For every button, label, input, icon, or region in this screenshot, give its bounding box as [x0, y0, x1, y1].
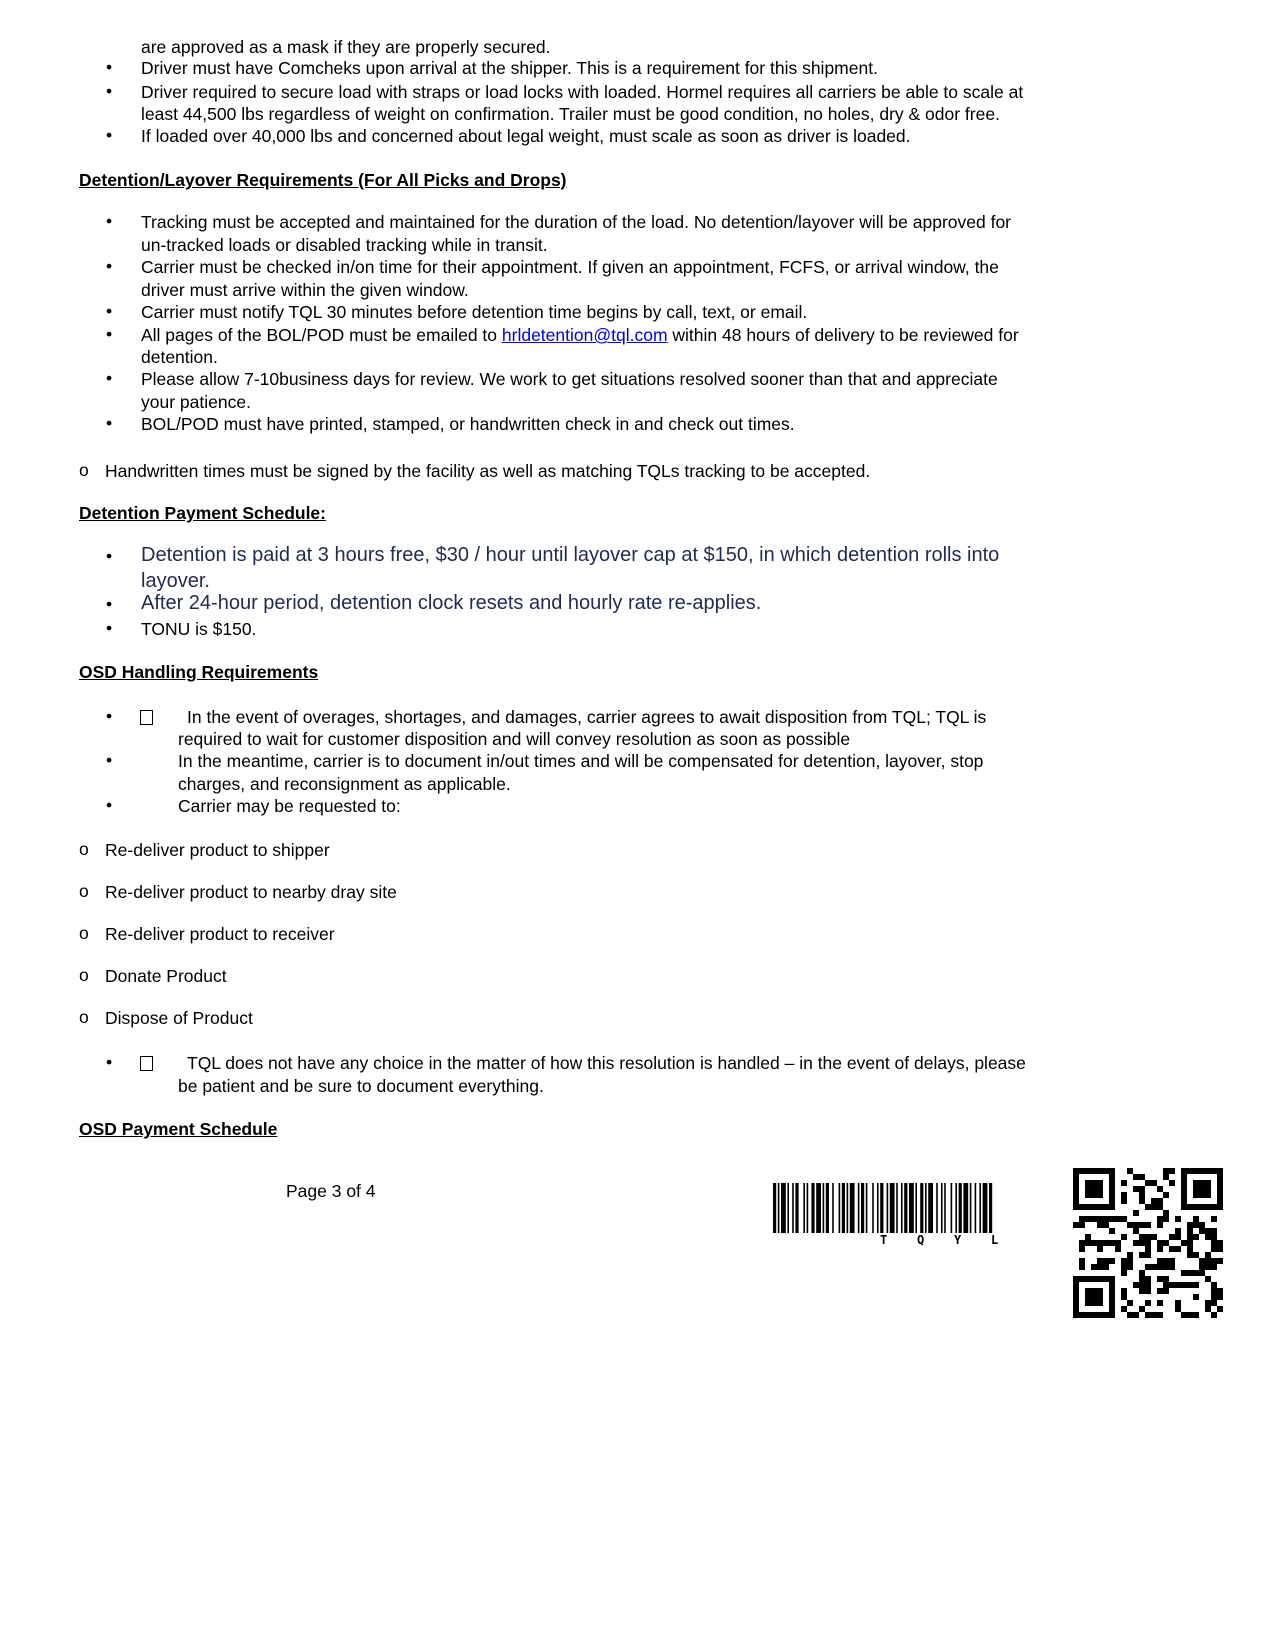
bullet: • — [106, 594, 113, 614]
bullet: • — [106, 368, 113, 388]
bullet-text: All pages of the BOL/POD must be emailed to hrldetention@tql.com within 48 hours of delivery to be reviewed for — [141, 325, 1019, 345]
bullet: • — [106, 750, 113, 770]
bullet-text: Carrier may be requested to: — [178, 796, 401, 816]
bullet-text: TQL does not have any choice in the matter of how this resolution is handled – in the event of delays, please — [187, 1053, 1026, 1073]
bullet-text: Detention is paid at 3 hours free, $30 / hour until layover cap at $150, in which detention rolls into — [141, 544, 1000, 566]
bullet-text: After 24-hour period, detention clock resets and hourly rate re-applies. — [141, 592, 762, 614]
sub-marker: o — [79, 923, 89, 943]
bullet-text: BOL/POD must have printed, stamped, or handwritten check in and check out times. — [141, 414, 795, 434]
sub-marker: o — [79, 839, 89, 859]
sub-marker: o — [79, 881, 89, 901]
payment-heading: Detention Payment Schedule: — [79, 503, 326, 523]
bullet-text: TONU is $150. — [141, 619, 257, 639]
bullet-text: Tracking must be accepted and maintained for the duration of the load. No detention/layover will be approved for — [141, 212, 1012, 232]
bullet-text-cont: your patience. — [141, 392, 251, 412]
bullet: • — [106, 81, 113, 101]
sub-marker: o — [79, 460, 89, 480]
bullet: • — [106, 324, 113, 344]
bullet: • — [106, 57, 113, 77]
checkbox-glyph-icon — [140, 1056, 153, 1071]
bullet-text: Driver must have Comcheks upon arrival at the shipper. This is a requirement for this shipment. — [141, 58, 878, 78]
sub-item-text: Handwritten times must be signed by the facility as well as matching TQLs tracking to be accepted. — [105, 461, 871, 481]
bullet-text-cont: required to wait for customer disposition and will convey resolution as soon as possible — [178, 729, 851, 749]
barcode-icon — [773, 1183, 1055, 1233]
bullet: • — [106, 1052, 113, 1072]
bullet: • — [106, 211, 113, 231]
bullet: • — [106, 413, 113, 433]
bullet-text-cont: detention. — [141, 347, 218, 367]
option-item: Dispose of Product — [105, 1008, 253, 1028]
bullet-text: Please allow 7-10business days for review. We work to get situations resolved sooner than that and appreciate — [141, 369, 998, 389]
bullet: • — [106, 795, 113, 815]
bullet: • — [106, 618, 113, 638]
bullet-text-cont: layover. — [141, 570, 210, 592]
bullet-text-cont: least 44,500 lbs regardless of weight on confirmation. Trailer must be good condition, no holes, dry & odor free. — [141, 104, 1000, 124]
bullet: • — [106, 546, 113, 566]
bullet-text: Carrier must be checked in/on time for their appointment. If given an appointment, FCFS, or arrival window, the — [141, 257, 999, 277]
detention-heading: Detention/Layover Requirements (For All Picks and Drops) — [79, 170, 567, 190]
sub-marker: o — [79, 965, 89, 985]
bullet-text-cont: charges, and reconsignment as applicable. — [178, 774, 511, 794]
qr-code-icon — [1073, 1168, 1223, 1318]
bullet-text-cont: be patient and be sure to document everything. — [178, 1076, 544, 1096]
bullet-text: In the event of overages, shortages, and damages, carrier agrees to await disposition from TQL; TQL is — [187, 707, 987, 727]
bullet: • — [106, 301, 113, 321]
option-item: Re-deliver product to receiver — [105, 924, 335, 944]
bullet-text-cont: un-tracked loads or disabled tracking while in transit. — [141, 235, 548, 255]
sub-marker: o — [79, 1007, 89, 1027]
osd-payment-heading: OSD Payment Schedule — [79, 1119, 278, 1139]
bullet: • — [106, 706, 113, 726]
bullet-text-cont: driver must arrive within the given window. — [141, 280, 469, 300]
page-number: Page 3 of 4 — [286, 1181, 376, 1201]
checkbox-glyph-icon — [140, 710, 153, 725]
continuation-line: are approved as a mask if they are properly secured. — [141, 37, 551, 57]
detention-email-link[interactable]: hrldetention@tql.com — [501, 325, 668, 345]
bullet-text: Driver required to secure load with straps or load locks with loaded. Hormel requires all carriers be able to scale at — [141, 82, 1024, 102]
bullet: • — [106, 125, 113, 145]
option-item: Re-deliver product to shipper — [105, 840, 330, 860]
option-item: Re-deliver product to nearby dray site — [105, 882, 397, 902]
document-page: are approved as a mask if they are properly secured. • Driver must have Comcheks upon arrival at the shipper. This is a requirement for this shipment. • Driver required to secure load with straps or load locks with loaded. Hormel requires all carriers be able to scale at least 44,500 lbs regardless of weight on confirmation. Trailer must be good condition, no holes, dry & odor free. • If loaded over 40,000 lbs and concerned about legal weight, must scale as soon as driver is loaded. Detention/Layover Requirements (For All Picks and Drops) • Tracking must be accepted and maintained for the duration of the load. No detention/layover will be approved for un-tracked loads or disabled tracking while in transit. • Carrier must be checked in/on time for their appointment. If given an appointment, FCFS, or arrival window, the driver must arrive within the given window. • Carrier must notify TQL 30 minutes before detention time begins by call, text, or email. • All pages of the BOL/POD must be emailed to hrldetention@tql.com within 48 hours of delivery to be reviewed for detention. • Please allow 7-10business days for review. We work to get situations resolved sooner than that and appreciate your patience. • BOL/POD must have printed, stamped, or handwritten check in and check out times. o Handwritten times must be signed by the facility as well as matching TQLs tracking to be accepted. Detention Payment Schedule: • Detention is paid at 3 hours free, $30 / hour until layover cap at $150, in which detention rolls into layover. • After 24-hour period, detention clock resets and hourly rate re-applies. • TONU is $150. OSD Handling Requirements • In the event of overages, shortages, and damages, carrier agrees to await disposition from TQL; TQL is required to wait for customer disposition and will convey resolution as soon as possible • In the meantime, carrier is to document in/out times and will be compensated for detention, layover, stop charges, and reconsignment as applicable. • Carrier may be requested to: o Re-deliver product to shipper o Re-deliver product to nearby dray site o Re-deliver product to receiver o Donate Product o Dispose of Product • TQL does not have any choice in the matter of how this resolution is handled – in the event of delays, please be patient and be sure to document everything. OSD Payment Schedule Page 3 of 4 T Q Y L — [0, 0, 1275, 1650]
bullet: • — [106, 256, 113, 276]
bullet-text: Carrier must notify TQL 30 minutes before detention time begins by call, text, or email. — [141, 302, 808, 322]
option-item: Donate Product — [105, 966, 227, 986]
osd-heading: OSD Handling Requirements — [79, 662, 319, 682]
bullet-text: In the meantime, carrier is to document in/out times and will be compensated for detention, layover, stop — [178, 751, 984, 771]
bullet-text: If loaded over 40,000 lbs and concerned about legal weight, must scale as soon as driver is loaded. — [141, 126, 911, 146]
